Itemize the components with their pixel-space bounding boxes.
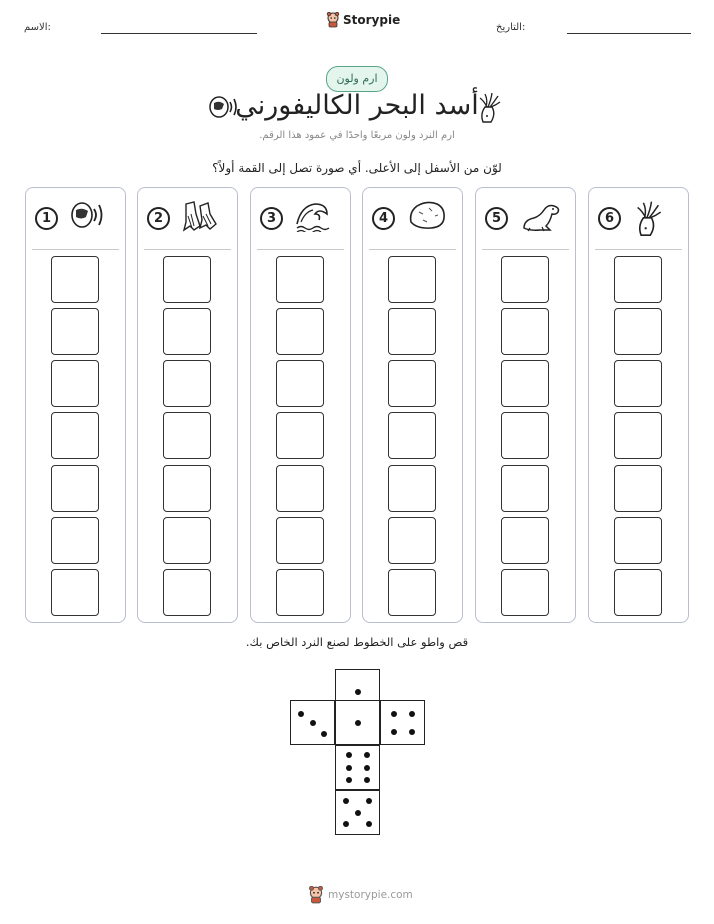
column-header <box>26 200 125 240</box>
sea-anemone-icon <box>476 92 502 128</box>
color-box[interactable] <box>614 360 662 407</box>
brand-name: Storypie <box>343 13 401 27</box>
dice-pip <box>355 810 361 816</box>
dice-face-5 <box>335 790 380 835</box>
instruction: لوّن من الأسفل إلى الأعلى. أي صورة تصل إلى القمة أولاً؟ <box>212 161 502 175</box>
dice-pip <box>310 720 316 726</box>
subtitle: ارم النرد ولون مربعًا واحدًا في عمود هذا الرقم. <box>259 130 455 141</box>
column-divider <box>144 249 231 250</box>
dice-face-3 <box>290 700 335 745</box>
color-box[interactable] <box>614 465 662 512</box>
sea-lion-icon <box>520 200 564 236</box>
dice-face-4 <box>380 700 425 745</box>
column-number: 4 <box>372 207 395 230</box>
color-box[interactable] <box>51 465 99 512</box>
color-box[interactable] <box>501 412 549 459</box>
column-divider <box>482 249 569 250</box>
dice-pip <box>343 798 349 804</box>
column-header <box>363 200 462 240</box>
roaring-sea-lion-head-icon <box>70 200 106 234</box>
column-divider <box>32 249 119 250</box>
date-label: التاريخ: <box>496 22 526 33</box>
color-box[interactable] <box>614 412 662 459</box>
color-box[interactable] <box>276 517 324 564</box>
dice-face-1 <box>335 700 380 745</box>
color-box[interactable] <box>276 256 324 303</box>
color-box[interactable] <box>276 308 324 355</box>
sea-anemone-icon <box>633 200 663 242</box>
color-box[interactable] <box>614 517 662 564</box>
column-header <box>589 200 688 240</box>
column-number: 2 <box>147 207 170 230</box>
color-box[interactable] <box>51 308 99 355</box>
footer-site: mystorypie.com <box>328 889 413 901</box>
color-box[interactable] <box>51 569 99 616</box>
column-number: 3 <box>260 207 283 230</box>
dice-pip <box>364 777 370 783</box>
color-box[interactable] <box>388 256 436 303</box>
color-box[interactable] <box>163 308 211 355</box>
dice-pip <box>321 731 327 737</box>
color-box[interactable] <box>276 569 324 616</box>
color-box[interactable] <box>163 569 211 616</box>
column-number: 1 <box>35 207 58 230</box>
column-number: 6 <box>598 207 621 230</box>
color-box[interactable] <box>388 465 436 512</box>
color-box[interactable] <box>501 517 549 564</box>
date-line <box>567 33 691 34</box>
color-box[interactable] <box>51 412 99 459</box>
game-type-pill: ارم ولون <box>326 66 388 92</box>
color-box[interactable] <box>388 412 436 459</box>
color-box[interactable] <box>276 360 324 407</box>
cut-instruction: قص واطو على الخطوط لصنع النرد الخاص بك. <box>245 635 469 649</box>
column-divider <box>595 249 682 250</box>
column-header <box>138 200 237 240</box>
color-box[interactable] <box>163 465 211 512</box>
color-box[interactable] <box>614 569 662 616</box>
color-box[interactable] <box>163 517 211 564</box>
dice-pip <box>409 711 415 717</box>
dice-face-6 <box>335 745 380 790</box>
color-box[interactable] <box>51 256 99 303</box>
dice-pip <box>355 720 361 726</box>
color-box[interactable] <box>388 360 436 407</box>
dice-pip <box>364 765 370 771</box>
dice-pip <box>346 752 352 758</box>
color-box[interactable] <box>276 412 324 459</box>
color-box[interactable] <box>276 465 324 512</box>
color-box[interactable] <box>163 256 211 303</box>
dice-column-3 <box>250 187 351 623</box>
dice-pip <box>366 821 372 827</box>
color-box[interactable] <box>51 517 99 564</box>
color-box[interactable] <box>501 465 549 512</box>
color-box[interactable] <box>501 360 549 407</box>
color-box[interactable] <box>501 256 549 303</box>
dice-pip <box>343 821 349 827</box>
dice-column-6 <box>588 187 689 623</box>
color-box[interactable] <box>388 517 436 564</box>
storypie-mascot-icon <box>326 12 340 28</box>
dice-pip <box>346 777 352 783</box>
name-label: الاسم: <box>24 22 51 33</box>
color-box[interactable] <box>614 256 662 303</box>
color-box[interactable] <box>388 308 436 355</box>
column-number: 5 <box>485 207 508 230</box>
name-line <box>101 33 257 34</box>
storypie-mascot-icon <box>308 886 324 904</box>
column-header <box>476 200 575 240</box>
column-header <box>251 200 350 240</box>
color-box[interactable] <box>51 360 99 407</box>
page-title: أسد البحر الكاليفورني <box>235 90 479 121</box>
column-divider <box>257 249 344 250</box>
color-box[interactable] <box>501 569 549 616</box>
color-box[interactable] <box>163 412 211 459</box>
color-box[interactable] <box>163 360 211 407</box>
color-box[interactable] <box>501 308 549 355</box>
dice-column-2 <box>137 187 238 623</box>
dice-pip <box>298 711 304 717</box>
dice-pip <box>355 689 361 695</box>
dice-column-1 <box>25 187 126 623</box>
dice-pip <box>391 711 397 717</box>
ocean-wave-icon <box>295 200 331 236</box>
brand-logo <box>326 12 400 28</box>
dice-column-4 <box>362 187 463 623</box>
dice-pip <box>346 765 352 771</box>
footer <box>308 886 413 904</box>
rock-icon <box>407 200 447 234</box>
dice-pip <box>366 798 372 804</box>
color-box[interactable] <box>388 569 436 616</box>
flippers-icon <box>182 200 218 236</box>
color-box[interactable] <box>614 308 662 355</box>
dice-column-5 <box>475 187 576 623</box>
dice-pip <box>409 729 415 735</box>
column-divider <box>369 249 456 250</box>
dice-pip <box>364 752 370 758</box>
dice-pip <box>391 729 397 735</box>
